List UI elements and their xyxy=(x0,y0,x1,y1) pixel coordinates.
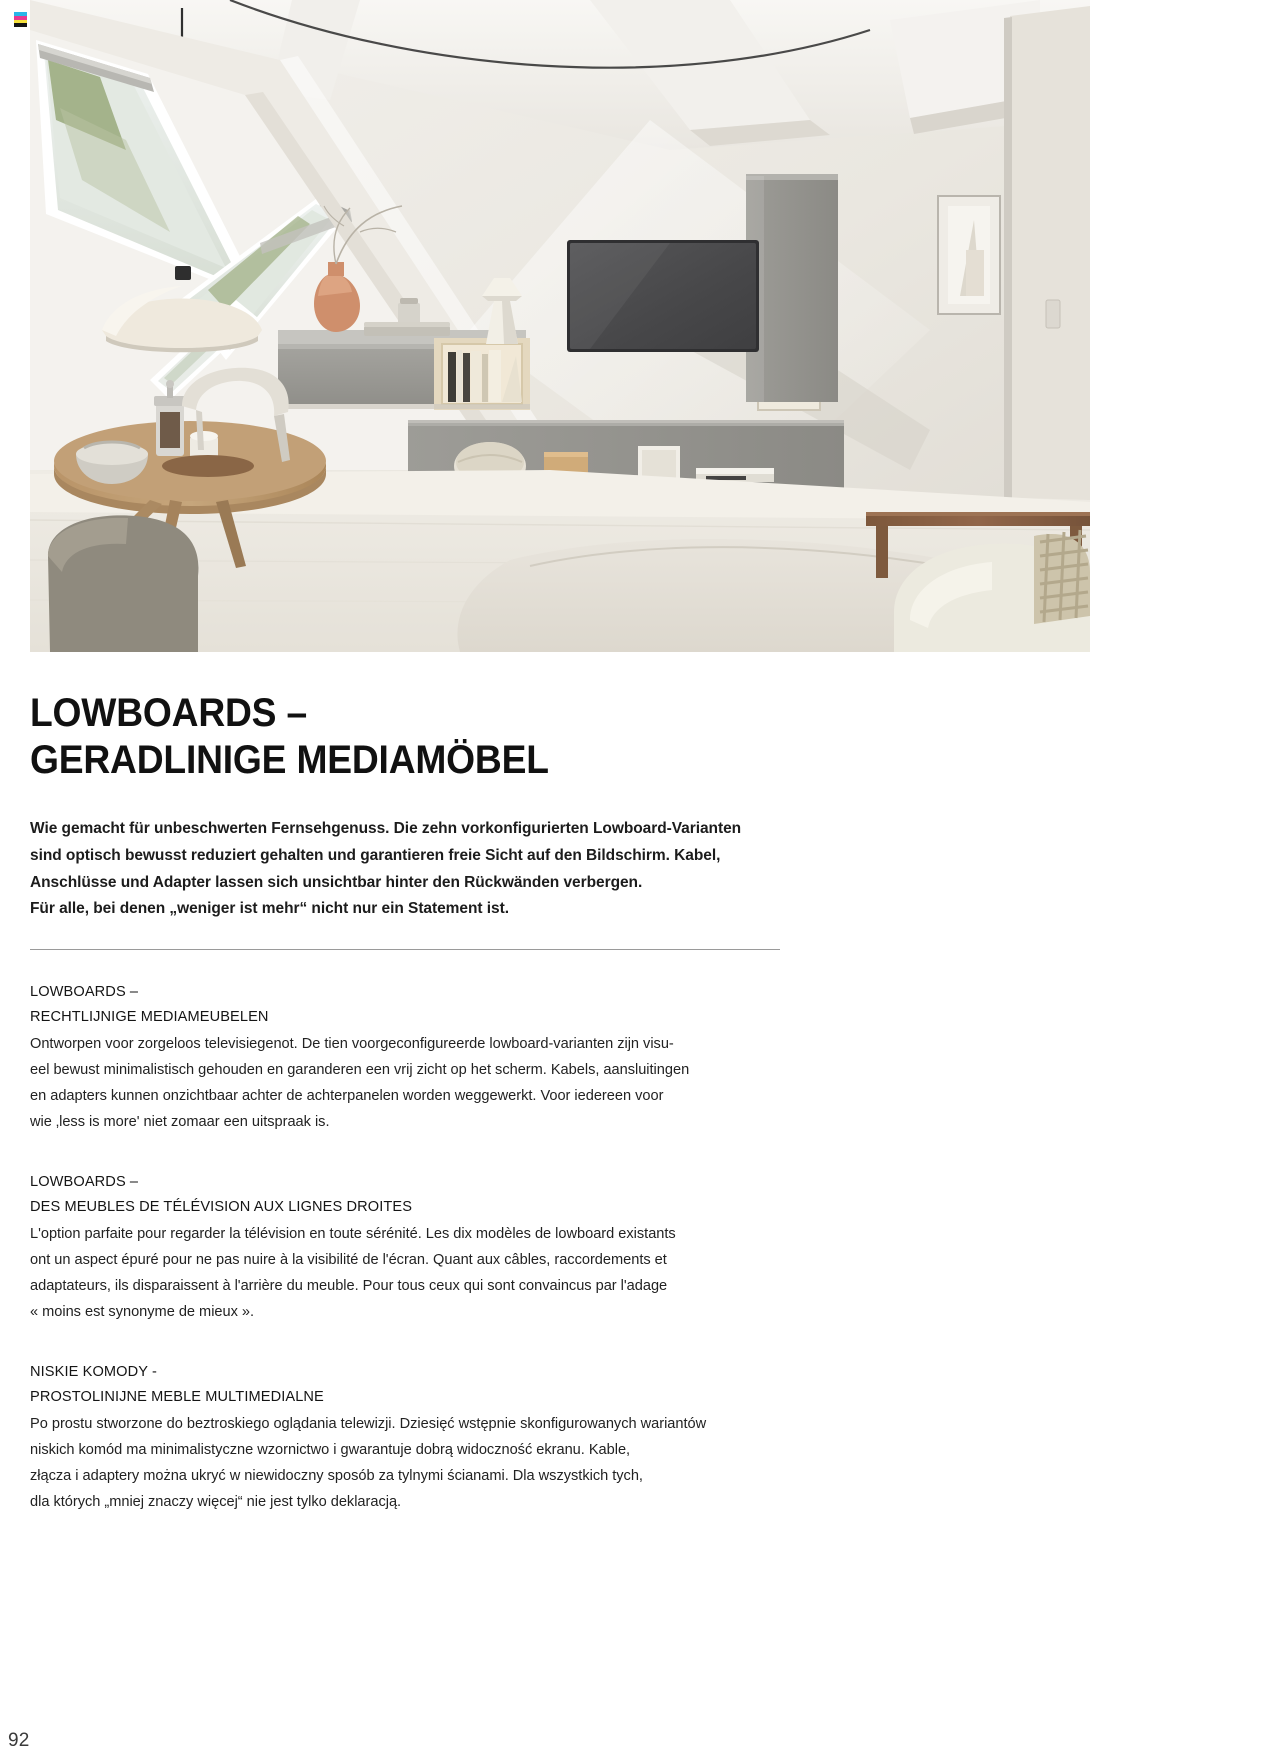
body-line: niskich komód ma minimalistyczne wzornictwo i gwarantuje dobrą widoczność ekranu. Kable, xyxy=(30,1442,631,1459)
body-line: adaptateurs, ils disparaissent à l'arrière du meuble. Pour tous ceux qui sont convaincus par l'adage xyxy=(30,1278,668,1295)
language-block-nl xyxy=(30,980,820,1136)
section-heading-line-2: PROSTOLINIJNE MEBLE MULTIMEDIALNE xyxy=(30,1389,324,1406)
wall-art-frame xyxy=(938,196,1000,314)
section-heading-line-1: LOWBOARDS – xyxy=(30,1174,139,1191)
section-heading-fr xyxy=(30,1170,820,1220)
body-line: « moins est synonyme de mieux ». xyxy=(30,1304,255,1321)
body-line: L'option parfaite pour regarder la télévision en toute sérénité. Les dix modèles de lowboard existants xyxy=(30,1226,676,1243)
page-title-line-2: GERADLINIGE MEDIAMÖBEL xyxy=(30,738,549,783)
article-text-column xyxy=(30,690,890,1516)
wall-cabinet-tall xyxy=(746,174,838,402)
print-registration-color-bar xyxy=(14,12,27,27)
body-line: ont un aspect épuré pour ne pas nuire à la visibilité de l'écran. Quant aux câbles, raccordements et xyxy=(30,1252,667,1269)
page-number: 92 xyxy=(8,1730,30,1751)
body-line: Ontworpen voor zorgeloos televisiegenot. De tien voorgeconfigureerde lowboard-varianten zijn visu- xyxy=(30,1036,674,1053)
language-block-fr xyxy=(30,1170,820,1326)
intro-paragraph xyxy=(30,816,790,923)
section-heading-nl xyxy=(30,980,820,1030)
body-line: Po prostu stworzone do beztroskiego oglądania telewizji. Dziesięć wstępnie skonfigurowanych wariantów xyxy=(30,1416,707,1433)
intro-line: Für alle, bei denen „weniger ist mehr“ nicht nur ein Statement ist. xyxy=(30,900,509,918)
hero-interior-photo xyxy=(30,0,1090,652)
section-body-pl xyxy=(30,1412,820,1516)
wall-tv xyxy=(567,240,759,352)
intro-line: Anschlüsse und Adapter lassen sich unsichtbar hinter den Rückwänden verbergen. xyxy=(30,873,643,891)
section-heading-line-1: NISKIE KOMODY - xyxy=(30,1364,157,1381)
body-line: en adapters kunnen onzichtbaar achter de achterpanelen worden weggewerkt. Voor iedereen voor xyxy=(30,1088,664,1105)
intro-line: sind optisch bewusst reduziert gehalten und garantieren freie Sicht auf den Bildschirm. Kabel, xyxy=(30,847,721,865)
section-heading-line-2: DES MEUBLES DE TÉLÉVISION AUX LIGNES DROITES xyxy=(30,1199,413,1216)
intro-line: Wie gemacht für unbeschwerten Fernsehgenuss. Die zehn vorkonfigurierten Lowboard-Varianten xyxy=(30,820,742,838)
page-title-line-1: LOWBOARDS – xyxy=(30,691,307,735)
page-title xyxy=(30,690,830,784)
registration-swatch-black xyxy=(14,23,27,27)
section-heading-pl xyxy=(30,1360,820,1410)
language-block-pl xyxy=(30,1360,820,1516)
body-line: wie ‚less is more' niet zomaar een uitspraak is. xyxy=(30,1114,330,1131)
section-body-nl xyxy=(30,1032,820,1136)
body-line: dla których „mniej znaczy więcej“ nie jest tylko deklaracją. xyxy=(30,1494,402,1511)
hero-illustration xyxy=(30,0,1090,652)
section-heading-line-1: LOWBOARDS – xyxy=(30,984,139,1000)
body-line: złącza i adaptery można ukryć w niewidoczny sposób za tylnymi ścianami. Dla wszystkich tych, xyxy=(30,1468,643,1485)
section-body-fr xyxy=(30,1222,820,1326)
section-heading-line-2: RECHTLIJNIGE MEDIAMEUBELEN xyxy=(30,1009,269,1026)
body-line: eel bewust minimalistisch gehouden en garanderen een vrij zicht op het scherm. Kabels, aansluitingen xyxy=(30,1062,690,1079)
section-divider xyxy=(30,949,780,950)
